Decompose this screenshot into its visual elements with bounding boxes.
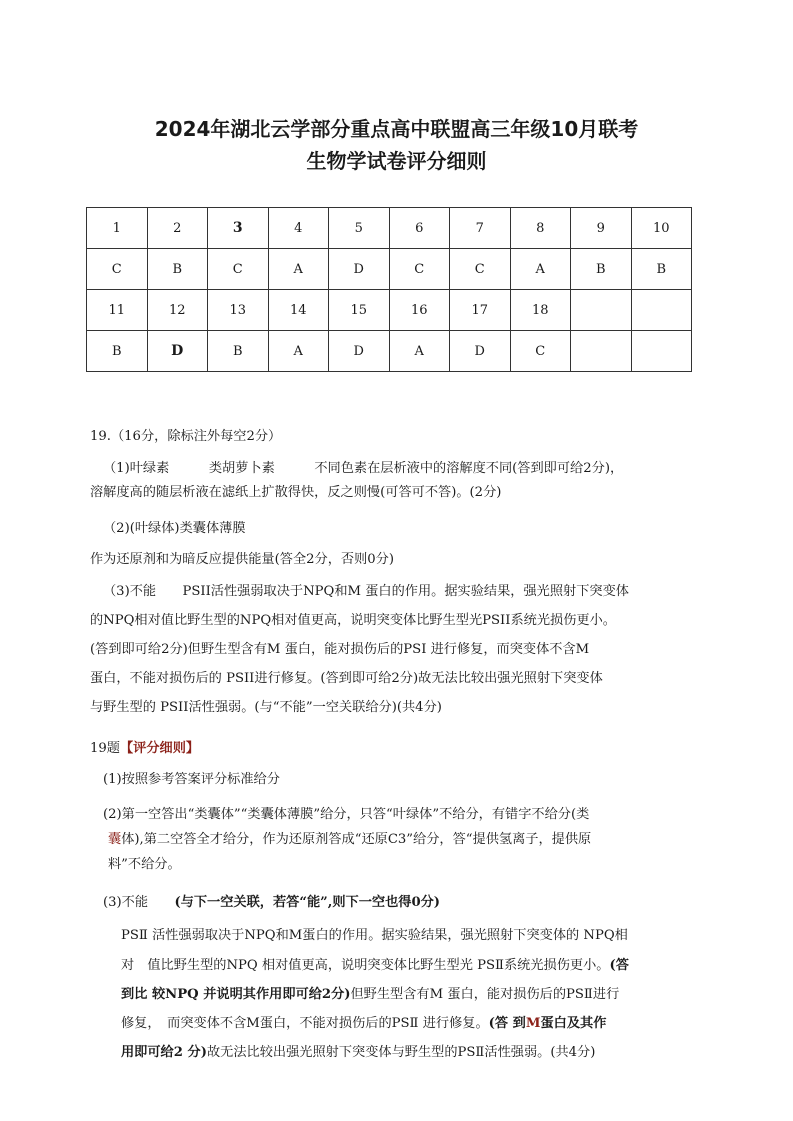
- rubric-item-2-line-2: [108, 830, 591, 850]
- answer-row-numbers-1: [87, 208, 692, 249]
- rubric-red-letter: M: [525, 1016, 541, 1031]
- rubric-item-3-line-3-text: 对 值比野生型的NPQ 相对值更高，说明突变体比野生型光 PSⅡ系统光损伤更小。: [121, 958, 610, 973]
- title-line-1: 2024年湖北云学部分重点高中联盟高三年级10月联考: [154, 117, 639, 141]
- table-cell: [571, 290, 632, 331]
- table-cell: D: [147, 331, 208, 372]
- q19-answer-1-line-1: （1)叶绿素 类胡萝卜素 不同色素在层析液中的溶解度不同(答到即可给2分)，: [103, 461, 624, 476]
- table-cell: C: [450, 249, 511, 290]
- table-cell: 7: [450, 208, 511, 249]
- table-cell: 11: [87, 290, 148, 331]
- rubric-item-1: (1)按照参考答案评分标准给分: [103, 772, 280, 787]
- table-cell: 5: [329, 208, 390, 249]
- table-cell: 3: [208, 208, 269, 249]
- answer-row-letters-2: [87, 331, 692, 372]
- rubric-item-2-line-2-text: 体),第二空答全才给分，作为还原剂答成“还原C3”给分，答“提供氢离子，提供原: [121, 832, 592, 847]
- rubric-item-3-line-6-text: 故无法比较出强光照射下突变体与野生型的PSⅡ活性强弱。(共4分): [206, 1045, 596, 1060]
- table-cell: D: [450, 331, 511, 372]
- rubric-item-3-line-6: [121, 1043, 595, 1063]
- table-cell: 2: [147, 208, 208, 249]
- title-line-2: 生物学试卷评分细则: [306, 149, 487, 173]
- q19-answer-3-line-4: 蛋白，不能对损伤后的 PSII进行修复。(答到即可给2分)故无法比较出强光照射下突变体: [90, 671, 603, 686]
- table-cell: 6: [389, 208, 450, 249]
- table-cell: 13: [208, 290, 269, 331]
- table-cell: A: [268, 331, 329, 372]
- table-cell: C: [208, 249, 269, 290]
- table-cell: [631, 290, 692, 331]
- table-cell: A: [510, 249, 571, 290]
- table-cell: C: [510, 331, 571, 372]
- rubric-item-3-line-5-text: 修复， 而突变体不含M蛋白，不能对损伤后的PSⅡ 进行修复。: [121, 1016, 489, 1031]
- rubric-item-3-line-5-bold-a: (答 到: [488, 1016, 526, 1031]
- table-cell: 10: [631, 208, 692, 249]
- rubric-item-3-line-4: [121, 985, 619, 1005]
- answer-table: [86, 207, 692, 372]
- table-cell: 18: [510, 290, 571, 331]
- table-cell: 9: [571, 208, 632, 249]
- table-cell: 17: [450, 290, 511, 331]
- table-cell: 8: [510, 208, 571, 249]
- rubric-header-bracket: 【评分细则】: [119, 741, 200, 756]
- answer-row-numbers-2: [87, 290, 692, 331]
- table-cell: B: [87, 331, 148, 372]
- table-cell: B: [571, 249, 632, 290]
- table-cell: A: [389, 331, 450, 372]
- q19-answer-2-line-1: （2)(叶绿体)类囊体薄膜: [103, 521, 246, 536]
- q19-answer-3-line-5: 与野生型的 PSII活性强弱。(与“不能”一空关联给分)(共4分): [90, 700, 442, 715]
- table-cell: 16: [389, 290, 450, 331]
- table-cell: [631, 331, 692, 372]
- table-cell: B: [208, 331, 269, 372]
- rubric-item-3-line-3: [121, 956, 629, 976]
- q19-answer-3-line-1: （3)不能 PSII活性强弱取决于NPQ和M 蛋白的作用。据实验结果，强光照射下突变体: [103, 584, 629, 599]
- table-cell: B: [631, 249, 692, 290]
- rubric-item-3-line-5: [121, 1014, 606, 1034]
- rubric-item-3-line-2: PSⅡ 活性强弱取决于NPQ和M蛋白的作用。据实验结果，强光照射下突变体的 NPQ相: [121, 928, 628, 943]
- rubric-item-3-line-1: [103, 893, 440, 913]
- rubric-header-prefix: 19题: [90, 741, 120, 756]
- q19-answer-3-line-2: 的NPQ相对值比野生型的NPQ相对值更高，说明突变体比野生型光PSII系统光损伤更小。: [90, 613, 616, 628]
- q19-answer-3-line-3: (答到即可给2分)但野生型含有M 蛋白，能对损伤后的PSI 进行修复，而突变体不含M: [90, 642, 590, 657]
- q19-answer-1-line-2: 溶解度高的随层析液在滤纸上扩散得快，反之则慢(可答可不答)。(2分): [90, 485, 502, 500]
- table-cell: 12: [147, 290, 208, 331]
- table-cell: C: [389, 249, 450, 290]
- table-cell: 15: [329, 290, 390, 331]
- rubric-item-3-prefix: (3)不能: [103, 895, 175, 910]
- table-cell: [571, 331, 632, 372]
- table-cell: D: [329, 249, 390, 290]
- table-cell: C: [87, 249, 148, 290]
- table-cell: D: [329, 331, 390, 372]
- q19-answer-2-line-2: 作为还原剂和为暗反应提供能量(答全2分，否则0分): [90, 552, 395, 567]
- answer-row-letters-1: [87, 249, 692, 290]
- rubric-red-char: 囊: [108, 832, 122, 847]
- rubric-item-3-line-6-bold: 用即可给2 分): [121, 1045, 207, 1060]
- table-cell: B: [147, 249, 208, 290]
- rubric-item-3-line-4-text: 但野生型含有M 蛋白，能对损伤后的PSⅡ进行: [350, 987, 620, 1002]
- rubric-item-2-line-3: 料”不给分。: [108, 857, 181, 872]
- rubric-item-3-line-4-bold: 到比 较NPQ 并说明其作用即可给2分): [121, 987, 351, 1002]
- rubric-item-3-line-5-bold-b: 蛋白及其作: [540, 1016, 607, 1031]
- table-cell: A: [268, 249, 329, 290]
- table-cell: 14: [268, 290, 329, 331]
- q19-header: 19.（16分，除标注外每空2分）: [90, 429, 282, 444]
- table-cell: 1: [87, 208, 148, 249]
- rubric-item-3-line-3-bold: (答: [609, 958, 629, 973]
- table-cell: 4: [268, 208, 329, 249]
- rubric-header: [90, 739, 199, 759]
- rubric-item-3-note: (与下一空关联，若答“能”,则下一空也得0分): [174, 895, 441, 910]
- rubric-item-2-line-1: (2)第一空答出“类囊体”“类囊体薄膜”给分，只答“叶绿体”不给分，有错字不给分(类: [103, 807, 590, 822]
